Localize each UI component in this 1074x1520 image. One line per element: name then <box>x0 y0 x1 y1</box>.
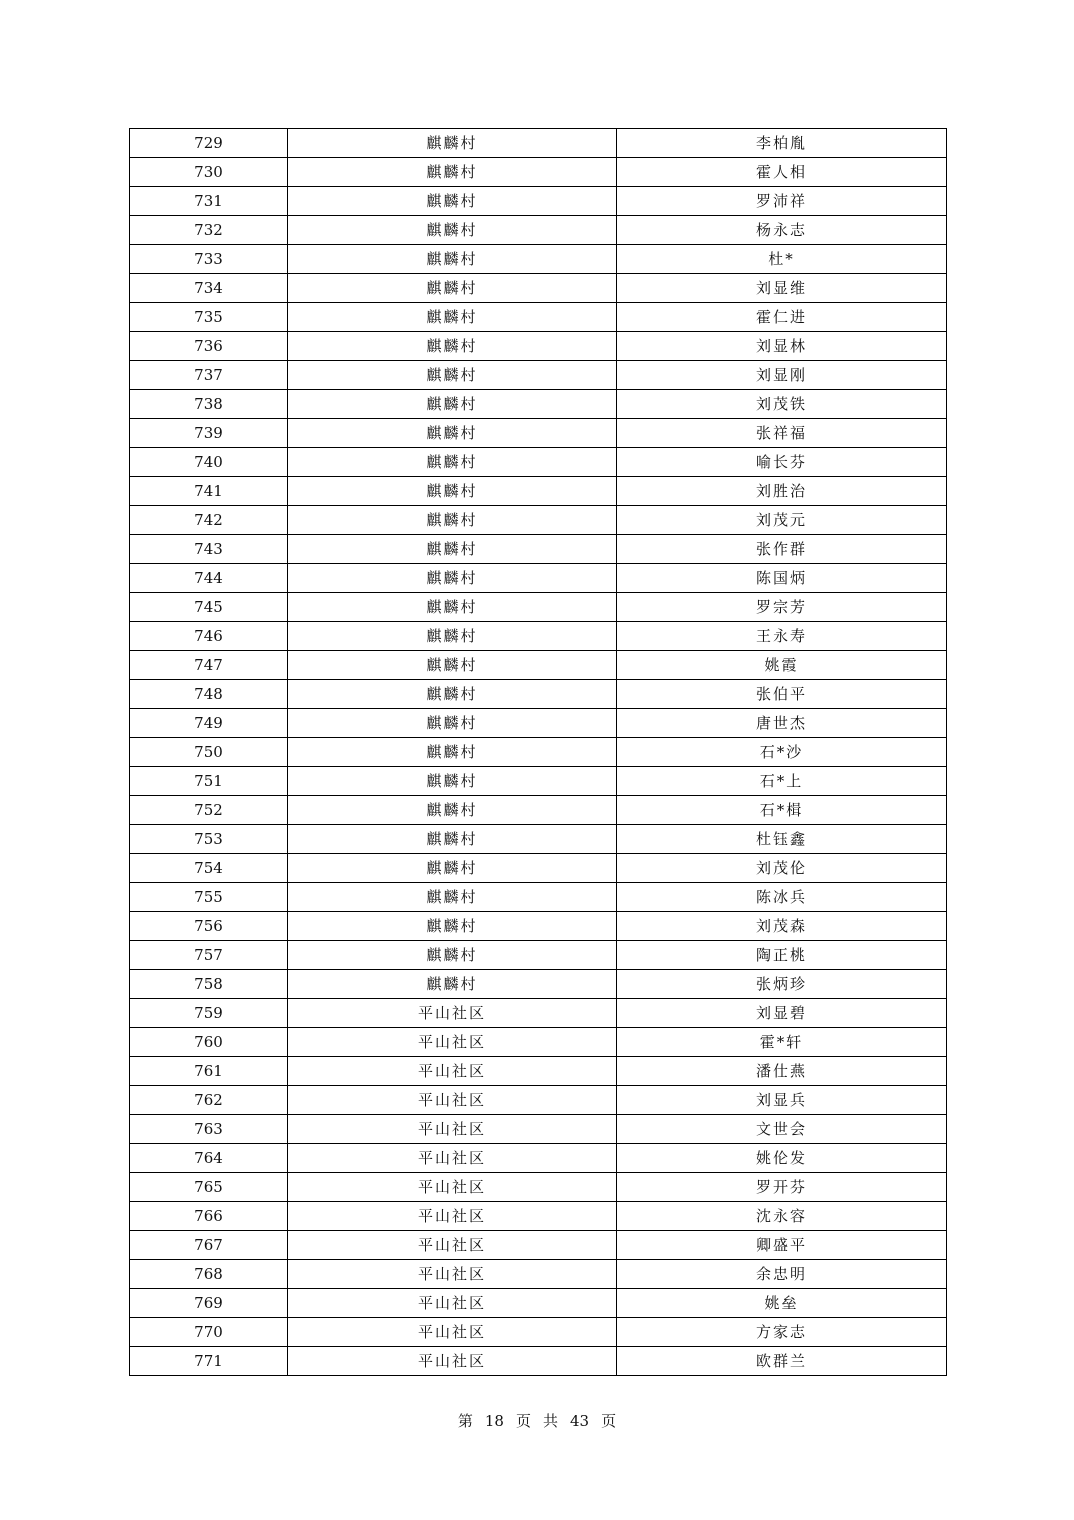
village-cell: 麒麟村 <box>288 564 617 593</box>
name-cell: 罗沛祥 <box>617 187 947 216</box>
name-cell: 杨永志 <box>617 216 947 245</box>
table-row <box>130 854 947 883</box>
row-number-cell: 765 <box>130 1173 288 1202</box>
table-row <box>130 129 947 158</box>
row-number-cell: 730 <box>130 158 288 187</box>
row-number-cell: 769 <box>130 1289 288 1318</box>
name-cell: 刘茂元 <box>617 506 947 535</box>
table-row <box>130 1289 947 1318</box>
row-number-cell: 745 <box>130 593 288 622</box>
table-row <box>130 1318 947 1347</box>
row-number-cell: 758 <box>130 970 288 999</box>
village-cell: 麒麟村 <box>288 129 617 158</box>
village-cell: 麒麟村 <box>288 419 617 448</box>
table-row <box>130 912 947 941</box>
name-cell: 杜* <box>617 245 947 274</box>
name-cell: 陶正桃 <box>617 941 947 970</box>
row-number-cell: 744 <box>130 564 288 593</box>
table-row <box>130 303 947 332</box>
name-cell: 刘胜治 <box>617 477 947 506</box>
village-cell: 平山社区 <box>288 1115 617 1144</box>
footer-page-label: 页 <box>515 1412 531 1430</box>
name-cell: 文世会 <box>617 1115 947 1144</box>
row-number-cell: 757 <box>130 941 288 970</box>
table-row <box>130 535 947 564</box>
village-cell: 麒麟村 <box>288 216 617 245</box>
name-cell: 石*沙 <box>617 738 947 767</box>
village-cell: 麒麟村 <box>288 535 617 564</box>
row-number-cell: 763 <box>130 1115 288 1144</box>
row-number-cell: 741 <box>130 477 288 506</box>
village-cell: 麒麟村 <box>288 448 617 477</box>
table-row <box>130 158 947 187</box>
row-number-cell: 749 <box>130 709 288 738</box>
table-row <box>130 1260 947 1289</box>
village-cell: 麒麟村 <box>288 941 617 970</box>
table-row <box>130 216 947 245</box>
village-cell: 麒麟村 <box>288 709 617 738</box>
name-cell: 卿盛平 <box>617 1231 947 1260</box>
row-number-cell: 771 <box>130 1347 288 1376</box>
name-cell: 方家志 <box>617 1318 947 1347</box>
name-cell: 王永寿 <box>617 622 947 651</box>
row-number-cell: 742 <box>130 506 288 535</box>
village-cell: 麒麟村 <box>288 854 617 883</box>
village-cell: 麒麟村 <box>288 651 617 680</box>
name-cell: 石*上 <box>617 767 947 796</box>
row-number-cell: 748 <box>130 680 288 709</box>
table-row <box>130 245 947 274</box>
village-cell: 平山社区 <box>288 1173 617 1202</box>
village-cell: 麒麟村 <box>288 274 617 303</box>
table-row <box>130 680 947 709</box>
village-cell: 平山社区 <box>288 1231 617 1260</box>
name-cell: 罗宗芳 <box>617 593 947 622</box>
name-cell: 李柏胤 <box>617 129 947 158</box>
name-cell: 刘显维 <box>617 274 947 303</box>
village-cell: 平山社区 <box>288 1086 617 1115</box>
village-cell: 麒麟村 <box>288 680 617 709</box>
total-page-count: 43 <box>570 1412 590 1430</box>
village-cell: 平山社区 <box>288 1260 617 1289</box>
table-row <box>130 506 947 535</box>
village-cell: 平山社区 <box>288 1144 617 1173</box>
name-cell: 张作群 <box>617 535 947 564</box>
table-row <box>130 1144 947 1173</box>
row-number-cell: 753 <box>130 825 288 854</box>
village-cell: 平山社区 <box>288 1318 617 1347</box>
table-row <box>130 825 947 854</box>
village-cell: 平山社区 <box>288 1057 617 1086</box>
table-row <box>130 187 947 216</box>
row-number-cell: 746 <box>130 622 288 651</box>
table-row <box>130 883 947 912</box>
name-cell: 杜钰鑫 <box>617 825 947 854</box>
footer-total-label: 共 <box>543 1412 559 1430</box>
row-number-cell: 735 <box>130 303 288 332</box>
village-cell: 麒麟村 <box>288 738 617 767</box>
table-row <box>130 361 947 390</box>
name-cell: 石*楫 <box>617 796 947 825</box>
name-cell: 霍人相 <box>617 158 947 187</box>
table-row <box>130 970 947 999</box>
table-row <box>130 1115 947 1144</box>
row-number-cell: 768 <box>130 1260 288 1289</box>
row-number-cell: 750 <box>130 738 288 767</box>
row-number-cell: 739 <box>130 419 288 448</box>
name-cell: 罗开芬 <box>617 1173 947 1202</box>
name-cell: 陈冰兵 <box>617 883 947 912</box>
table-row <box>130 999 947 1028</box>
village-cell: 麒麟村 <box>288 187 617 216</box>
footer-suffix: 页 <box>601 1412 617 1430</box>
table-row <box>130 622 947 651</box>
table-row <box>130 593 947 622</box>
row-number-cell: 766 <box>130 1202 288 1231</box>
table-row <box>130 767 947 796</box>
row-number-cell: 764 <box>130 1144 288 1173</box>
village-cell: 麒麟村 <box>288 825 617 854</box>
name-cell: 刘茂伦 <box>617 854 947 883</box>
row-number-cell: 767 <box>130 1231 288 1260</box>
village-cell: 麒麟村 <box>288 245 617 274</box>
name-cell: 张伯平 <box>617 680 947 709</box>
footer-prefix: 第 <box>457 1412 473 1430</box>
row-number-cell: 770 <box>130 1318 288 1347</box>
name-cell: 刘显刚 <box>617 361 947 390</box>
row-number-cell: 761 <box>130 1057 288 1086</box>
row-number-cell: 754 <box>130 854 288 883</box>
name-cell: 欧群兰 <box>617 1347 947 1376</box>
name-cell: 潘仕燕 <box>617 1057 947 1086</box>
village-cell: 麒麟村 <box>288 593 617 622</box>
table-row <box>130 709 947 738</box>
row-number-cell: 732 <box>130 216 288 245</box>
village-cell: 麒麟村 <box>288 477 617 506</box>
row-number-cell: 743 <box>130 535 288 564</box>
village-cell: 麒麟村 <box>288 158 617 187</box>
table-row <box>130 941 947 970</box>
village-cell: 平山社区 <box>288 999 617 1028</box>
table-row <box>130 738 947 767</box>
table-row <box>130 1173 947 1202</box>
table-row <box>130 390 947 419</box>
name-cell: 陈国炳 <box>617 564 947 593</box>
table-row <box>130 1202 947 1231</box>
table-row <box>130 1347 947 1376</box>
village-cell: 麒麟村 <box>288 303 617 332</box>
table-row <box>130 651 947 680</box>
roster-table <box>129 128 947 1376</box>
name-cell: 姚霞 <box>617 651 947 680</box>
row-number-cell: 734 <box>130 274 288 303</box>
village-cell: 平山社区 <box>288 1347 617 1376</box>
village-cell: 麒麟村 <box>288 912 617 941</box>
name-cell: 姚伦发 <box>617 1144 947 1173</box>
village-cell: 麒麟村 <box>288 970 617 999</box>
row-number-cell: 736 <box>130 332 288 361</box>
village-cell: 麒麟村 <box>288 390 617 419</box>
name-cell: 刘显碧 <box>617 999 947 1028</box>
table-row <box>130 1028 947 1057</box>
name-cell: 刘显林 <box>617 332 947 361</box>
village-cell: 麒麟村 <box>288 883 617 912</box>
row-number-cell: 759 <box>130 999 288 1028</box>
village-cell: 麒麟村 <box>288 622 617 651</box>
village-cell: 麒麟村 <box>288 361 617 390</box>
name-cell: 余忠明 <box>617 1260 947 1289</box>
name-cell: 刘显兵 <box>617 1086 947 1115</box>
village-cell: 平山社区 <box>288 1289 617 1318</box>
name-cell: 张炳珍 <box>617 970 947 999</box>
table-row <box>130 419 947 448</box>
row-number-cell: 760 <box>130 1028 288 1057</box>
row-number-cell: 755 <box>130 883 288 912</box>
current-page-number: 18 <box>484 1412 504 1430</box>
row-number-cell: 747 <box>130 651 288 680</box>
table-row <box>130 1086 947 1115</box>
table-row <box>130 332 947 361</box>
table-row <box>130 274 947 303</box>
table-row <box>130 796 947 825</box>
name-cell: 唐世杰 <box>617 709 947 738</box>
table-row <box>130 1231 947 1260</box>
row-number-cell: 729 <box>130 129 288 158</box>
row-number-cell: 737 <box>130 361 288 390</box>
name-cell: 霍*轩 <box>617 1028 947 1057</box>
row-number-cell: 740 <box>130 448 288 477</box>
village-cell: 平山社区 <box>288 1028 617 1057</box>
row-number-cell: 752 <box>130 796 288 825</box>
row-number-cell: 733 <box>130 245 288 274</box>
row-number-cell: 762 <box>130 1086 288 1115</box>
row-number-cell: 756 <box>130 912 288 941</box>
village-cell: 麒麟村 <box>288 332 617 361</box>
row-number-cell: 751 <box>130 767 288 796</box>
village-cell: 麒麟村 <box>288 506 617 535</box>
name-cell: 刘茂森 <box>617 912 947 941</box>
table-row <box>130 564 947 593</box>
village-cell: 平山社区 <box>288 1202 617 1231</box>
table-row <box>130 1057 947 1086</box>
name-cell: 喻长芬 <box>617 448 947 477</box>
table-row <box>130 477 947 506</box>
village-cell: 麒麟村 <box>288 796 617 825</box>
table-row <box>130 448 947 477</box>
row-number-cell: 738 <box>130 390 288 419</box>
name-cell: 刘茂铁 <box>617 390 947 419</box>
roster-table-body <box>130 129 947 1376</box>
name-cell: 姚垒 <box>617 1289 947 1318</box>
village-cell: 麒麟村 <box>288 767 617 796</box>
page-footer <box>0 1411 1074 1431</box>
name-cell: 霍仁进 <box>617 303 947 332</box>
name-cell: 张祥福 <box>617 419 947 448</box>
name-cell: 沈永容 <box>617 1202 947 1231</box>
row-number-cell: 731 <box>130 187 288 216</box>
